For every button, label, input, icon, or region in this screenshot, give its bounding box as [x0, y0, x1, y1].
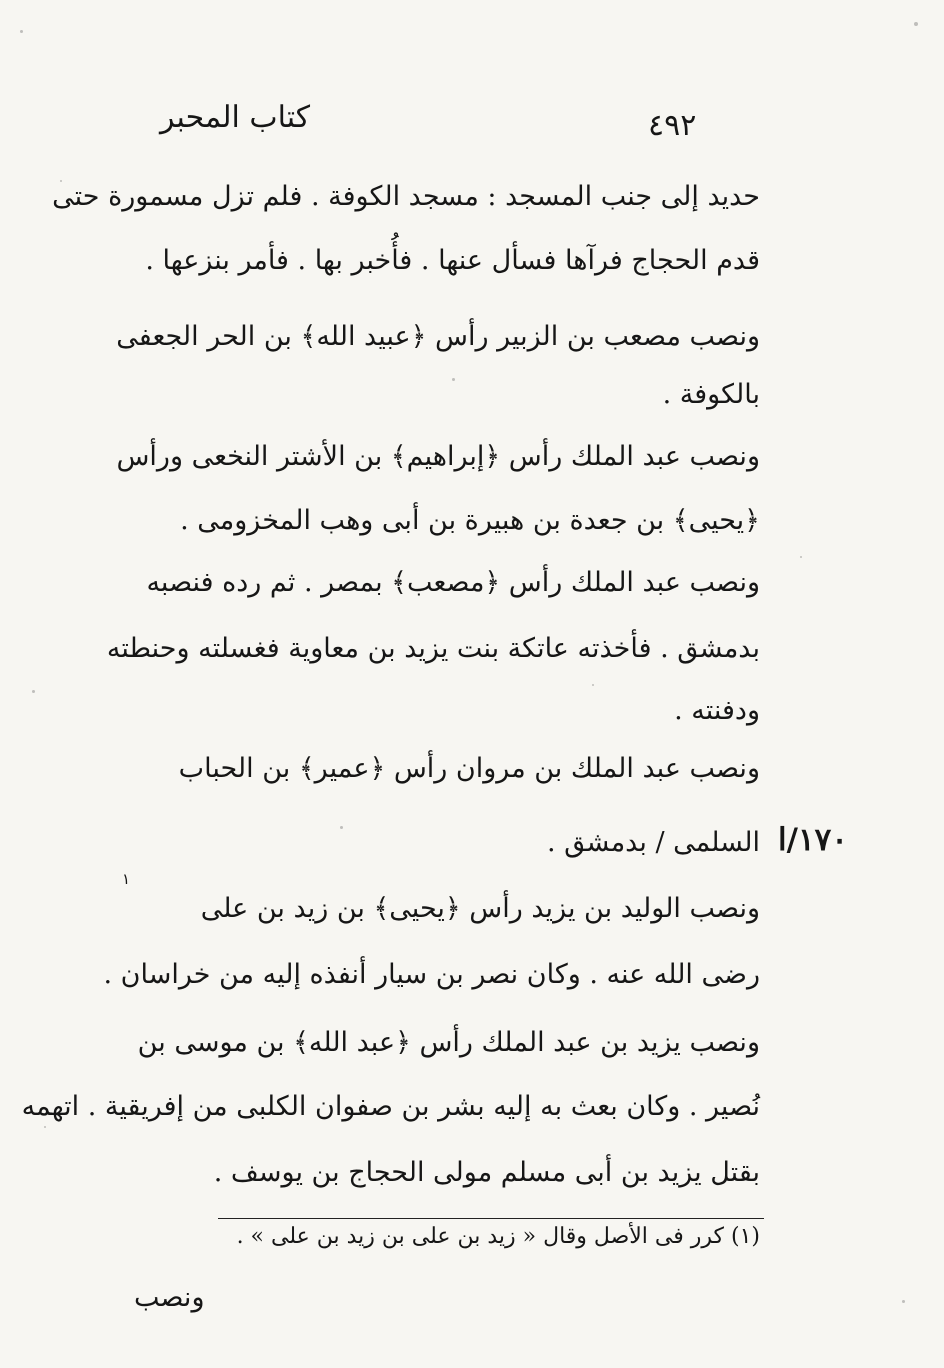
- text-line: ونصب عبد الملك بن مروان رأس ﴿عمير﴾ بن الحباب: [178, 753, 760, 784]
- text-line: ﴿يحيى﴾ بن جعدة بن هبيرة بن أبى وهب المخزومى .: [180, 505, 760, 536]
- paper-speck: [20, 30, 23, 33]
- text-line: ونصب الوليد بن يزيد رأس ﴿يحيى﴾ بن زيد بن على: [200, 893, 760, 924]
- paper-speck: [340, 826, 343, 829]
- catchword: ونصب: [134, 1282, 205, 1313]
- text-line: ونصب مصعب بن الزبير رأس ﴿عبيد الله﴾ بن الحر الجعفى: [116, 321, 760, 352]
- text-line: ونصب عبد الملك رأس ﴿مصعب﴾ بمصر . ثم رده فنصبه: [146, 567, 760, 598]
- text-line: نُصير . وكان بعث به إليه بشر بن صفوان الكلبى من إفريقية . اتهمه: [21, 1091, 760, 1122]
- paper-speck: [44, 1126, 46, 1128]
- book-title: كتاب المحبر: [160, 100, 311, 135]
- paper-speck: [452, 378, 455, 381]
- text-line: ونصب يزيد بن عبد الملك رأس ﴿عبد الله﴾ بن موسى بن: [137, 1027, 760, 1058]
- text-line: قدم الحجاج فرآها فسأل عنها . فأُخبر بها . فأمر بنزعها .: [145, 245, 760, 276]
- footnote-marker: ١: [122, 870, 131, 888]
- paper-speck: [914, 22, 918, 26]
- footnote-divider: [218, 1218, 764, 1219]
- text-line: بقتل يزيد بن أبى مسلم مولى الحجاج بن يوسف .: [213, 1157, 760, 1188]
- text-line: بالكوفة .: [662, 379, 760, 410]
- paper-speck: [32, 690, 35, 693]
- manuscript-folio-reference: ١٧٠/ا: [778, 822, 848, 858]
- footnote: (١) كرر فى الأصل وقال « زيد بن على بن زيد بن على » .: [236, 1224, 760, 1249]
- text-line: حديد إلى جنب المسجد : مسجد الكوفة . فلم تزل مسمورة حتى: [52, 181, 760, 212]
- paper-speck: [800, 556, 802, 558]
- paper-speck: [902, 1300, 905, 1303]
- page-number: ٤٩٢: [648, 108, 697, 143]
- text-line: بدمشق . فأخذته عاتكة بنت يزيد بن معاوية فغسلته وحنطته: [106, 633, 760, 664]
- paper-speck: [592, 684, 594, 686]
- text-line: السلمى / بدمشق .: [546, 827, 760, 858]
- text-line: رضى الله عنه . وكان نصر بن سيار أنفذه إليه من خراسان .: [103, 959, 760, 990]
- text-line: ودفنته .: [674, 695, 760, 726]
- text-line: ونصب عبد الملك رأس ﴿إبراهيم﴾ بن الأشتر النخعى ورأس: [116, 441, 760, 472]
